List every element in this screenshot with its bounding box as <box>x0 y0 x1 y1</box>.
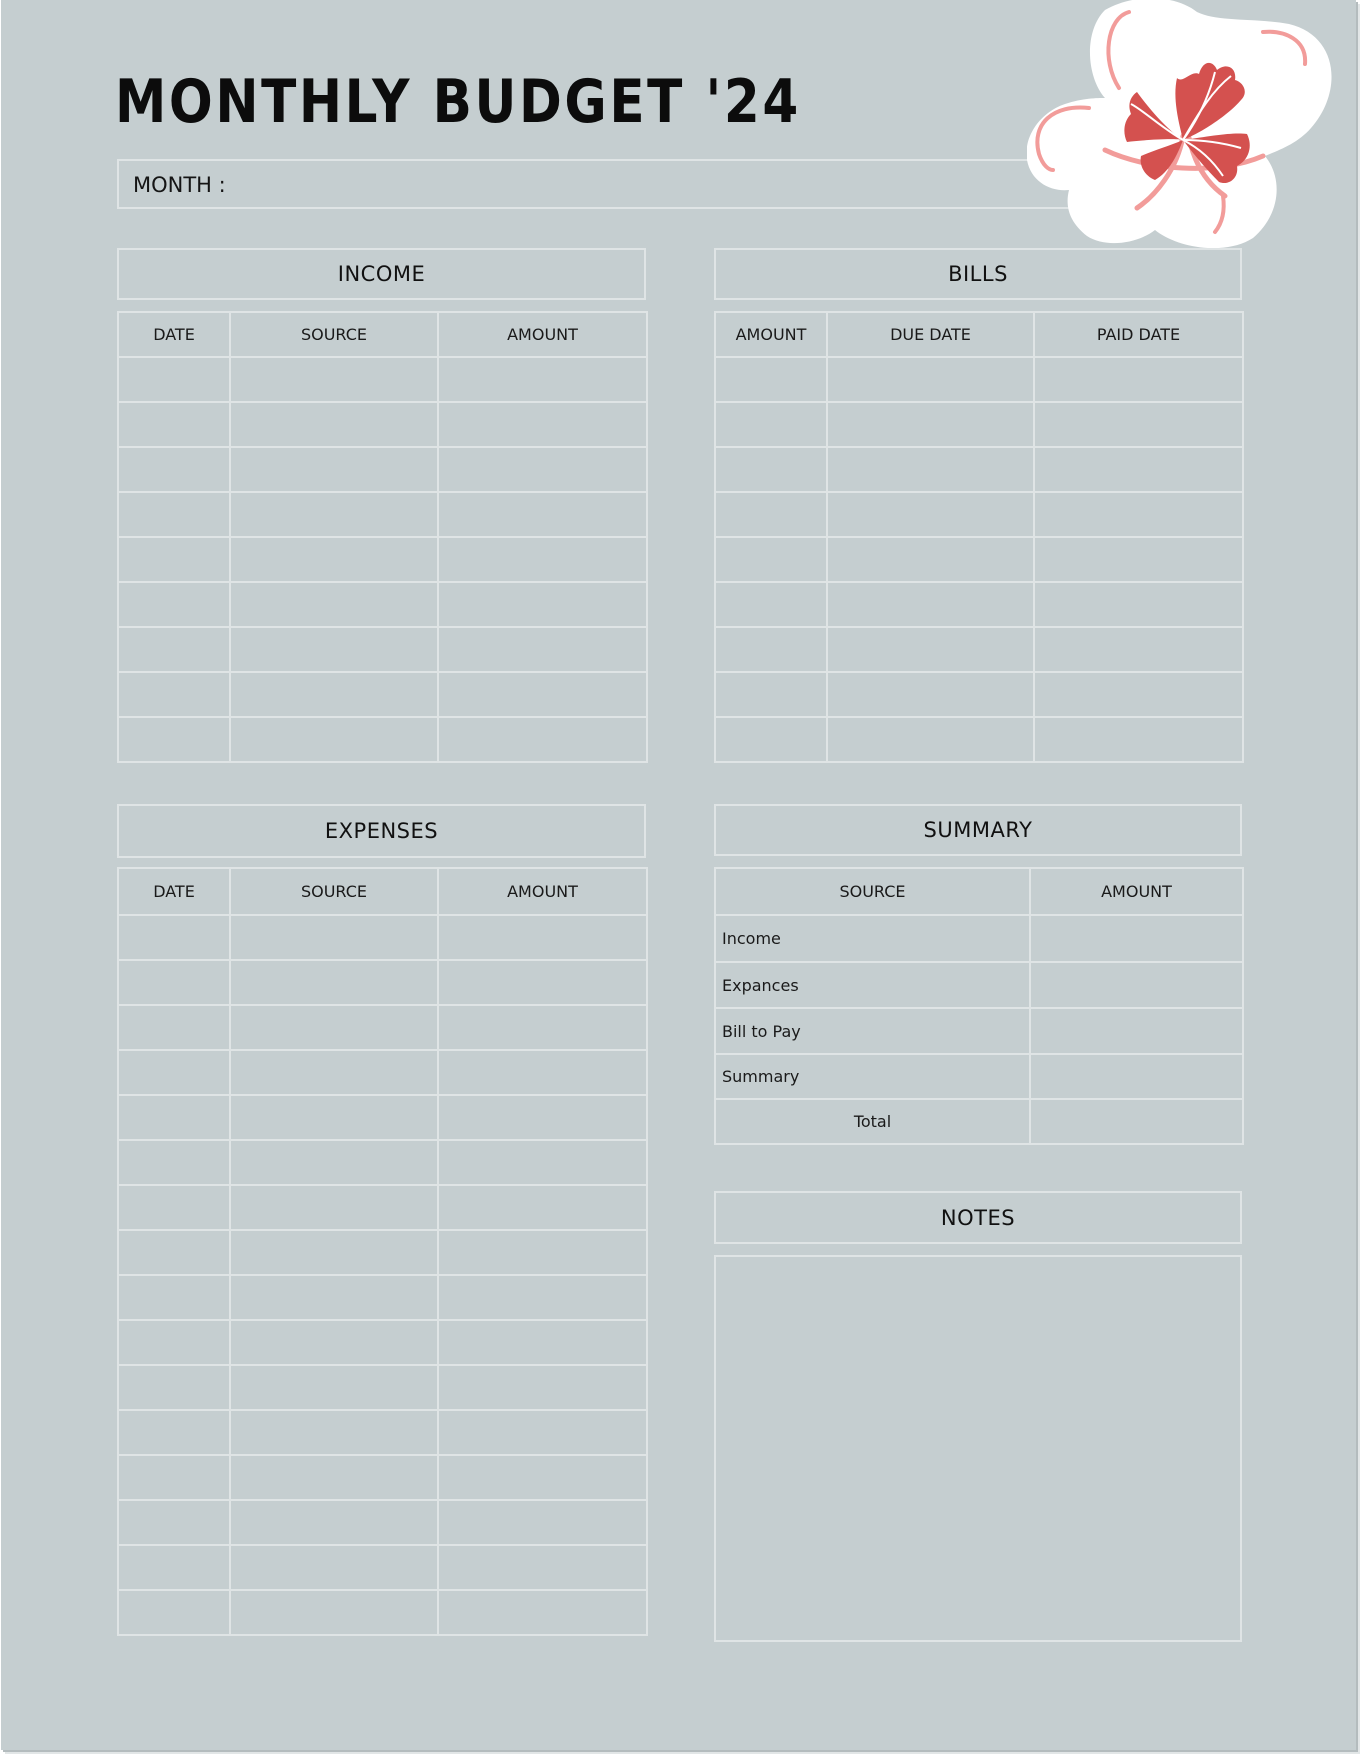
notes-section-title: NOTES <box>714 1191 1242 1244</box>
expenses-table-cell[interactable] <box>230 1185 438 1230</box>
summary-table <box>714 867 1244 1145</box>
expenses-table-cell[interactable] <box>230 1275 438 1320</box>
expenses-table-row <box>118 1095 647 1140</box>
expenses-table-cell[interactable] <box>118 1185 230 1230</box>
flower-illustration <box>1027 0 1357 248</box>
bills-table-cell[interactable] <box>1034 672 1243 717</box>
income-table-cell[interactable] <box>118 447 230 492</box>
bills-table-cell[interactable] <box>1034 447 1243 492</box>
bills-table-row <box>715 627 1243 672</box>
expenses-table-cell[interactable] <box>118 1095 230 1140</box>
page-title: MONTHLY BUDGET '24 <box>115 67 801 137</box>
expenses-table <box>117 867 648 1636</box>
income-table-cell[interactable] <box>118 627 230 672</box>
expenses-table-row <box>118 1365 647 1410</box>
expenses-table-cell[interactable] <box>230 1140 438 1185</box>
income-table-cell[interactable] <box>438 447 647 492</box>
income-table-cell[interactable] <box>438 402 647 447</box>
income-table-cell[interactable] <box>438 537 647 582</box>
expenses-table-row <box>118 1185 647 1230</box>
income-table-cell[interactable] <box>230 717 438 762</box>
expenses-table-cell[interactable] <box>438 1410 647 1455</box>
expenses-table-row <box>118 1500 647 1545</box>
expenses-table-cell[interactable] <box>438 1230 647 1275</box>
notes-area[interactable] <box>714 1255 1242 1642</box>
income-table-row <box>118 402 647 447</box>
expenses-table-cell[interactable] <box>118 1005 230 1050</box>
bills-table-row <box>715 672 1243 717</box>
income-table-row <box>118 582 647 627</box>
income-table-cell[interactable] <box>438 672 647 717</box>
bills-table-cell[interactable] <box>715 717 827 762</box>
summary-total-cell[interactable] <box>1030 1099 1243 1144</box>
income-table-cell[interactable] <box>230 582 438 627</box>
expenses-table-cell[interactable] <box>230 1545 438 1590</box>
income-amount-header: AMOUNT <box>438 312 647 357</box>
bills-table-row <box>715 357 1243 402</box>
income-table-row <box>118 627 647 672</box>
bills-table-row <box>715 402 1243 447</box>
expenses-table-row <box>118 1050 647 1095</box>
income-table-cell[interactable] <box>230 627 438 672</box>
bills-table-cell[interactable] <box>827 402 1034 447</box>
bills-table-cell[interactable] <box>715 357 827 402</box>
income-source-header: SOURCE <box>230 312 438 357</box>
income-table-cell[interactable] <box>230 447 438 492</box>
expenses-table-row <box>118 1140 647 1185</box>
income-table-cell[interactable] <box>230 672 438 717</box>
expenses-table-row <box>118 1590 647 1635</box>
income-table-row <box>118 672 647 717</box>
expenses-table-cell[interactable] <box>438 1320 647 1365</box>
expenses-table-cell[interactable] <box>118 1590 230 1635</box>
month-label: MONTH : <box>133 173 226 197</box>
bills-due-date-header: DUE DATE <box>827 312 1034 357</box>
bills-table-row <box>715 447 1243 492</box>
summary-row-income: Income <box>715 915 1030 962</box>
income-table-cell[interactable] <box>230 402 438 447</box>
expenses-table-cell[interactable] <box>118 915 230 960</box>
expenses-section-title: EXPENSES <box>117 804 646 858</box>
expenses-table-row <box>118 915 647 960</box>
bills-table-cell[interactable] <box>1034 582 1243 627</box>
summary-amount-cell[interactable] <box>1030 1054 1243 1099</box>
income-section-title: INCOME <box>117 248 646 300</box>
income-table-row <box>118 492 647 537</box>
income-table-cell[interactable] <box>438 717 647 762</box>
bills-table-cell[interactable] <box>827 672 1034 717</box>
bills-table-cell[interactable] <box>1034 492 1243 537</box>
summary-row-summary: Summary <box>715 1054 1030 1099</box>
summary-amount-cell[interactable] <box>1030 915 1243 962</box>
expenses-table-cell[interactable] <box>118 1365 230 1410</box>
income-table <box>117 311 648 763</box>
bills-table-cell[interactable] <box>715 447 827 492</box>
summary-amount-header: AMOUNT <box>1030 868 1243 915</box>
expenses-table-row <box>118 1005 647 1050</box>
bills-table-cell[interactable] <box>1034 717 1243 762</box>
bills-table-cell[interactable] <box>1034 627 1243 672</box>
income-date-header: DATE <box>118 312 230 357</box>
bills-paid-date-header: PAID DATE <box>1034 312 1243 357</box>
expenses-table-cell[interactable] <box>230 960 438 1005</box>
bills-amount-header: AMOUNT <box>715 312 827 357</box>
bills-table-row <box>715 582 1243 627</box>
expenses-date-header: DATE <box>118 868 230 915</box>
income-table-cell[interactable] <box>230 537 438 582</box>
bills-table-cell[interactable] <box>715 537 827 582</box>
expenses-source-header: SOURCE <box>230 868 438 915</box>
bills-table-cell[interactable] <box>827 627 1034 672</box>
summary-row-expances: Expances <box>715 962 1030 1008</box>
expenses-table-cell[interactable] <box>438 1455 647 1500</box>
expenses-amount-header: AMOUNT <box>438 868 647 915</box>
expenses-table-cell[interactable] <box>118 1500 230 1545</box>
expenses-table-cell[interactable] <box>118 960 230 1005</box>
expenses-table-cell[interactable] <box>230 1050 438 1095</box>
expenses-table-row <box>118 960 647 1005</box>
expenses-table-cell[interactable] <box>438 1140 647 1185</box>
expenses-table-cell[interactable] <box>438 960 647 1005</box>
expenses-table-cell[interactable] <box>118 1545 230 1590</box>
expenses-table-cell[interactable] <box>438 1590 647 1635</box>
income-table-cell[interactable] <box>230 492 438 537</box>
expenses-table-cell[interactable] <box>118 1320 230 1365</box>
income-table-cell[interactable] <box>118 717 230 762</box>
expenses-table-row <box>118 1455 647 1500</box>
income-table-cell[interactable] <box>118 402 230 447</box>
expenses-table-row <box>118 1230 647 1275</box>
bills-table-cell[interactable] <box>715 582 827 627</box>
expenses-table-cell[interactable] <box>230 1590 438 1635</box>
summary-source-header: SOURCE <box>715 868 1030 915</box>
expenses-table-cell[interactable] <box>230 1320 438 1365</box>
expenses-table-cell[interactable] <box>438 1500 647 1545</box>
expenses-table-cell[interactable] <box>118 1050 230 1095</box>
bills-table-cell[interactable] <box>1034 402 1243 447</box>
income-table-cell[interactable] <box>118 357 230 402</box>
expenses-table-row <box>118 1545 647 1590</box>
expenses-table-cell[interactable] <box>438 1545 647 1590</box>
bills-table-row <box>715 492 1243 537</box>
expenses-table-cell[interactable] <box>118 1275 230 1320</box>
income-table-row <box>118 447 647 492</box>
income-table-row <box>118 717 647 762</box>
expenses-table-cell[interactable] <box>230 1500 438 1545</box>
summary-row-bill-to-pay: Bill to Pay <box>715 1008 1030 1054</box>
expenses-table-cell[interactable] <box>230 1230 438 1275</box>
income-table-cell[interactable] <box>118 492 230 537</box>
budget-page <box>1 0 1356 1750</box>
summary-amount-cell[interactable] <box>1030 962 1243 1008</box>
income-table-cell[interactable] <box>438 492 647 537</box>
income-table-cell[interactable] <box>118 582 230 627</box>
expenses-table-cell[interactable] <box>438 1185 647 1230</box>
expenses-table-cell[interactable] <box>230 1005 438 1050</box>
expenses-table-cell[interactable] <box>118 1140 230 1185</box>
bills-section-title: BILLS <box>714 248 1242 300</box>
bills-table-cell[interactable] <box>715 672 827 717</box>
expenses-table-cell[interactable] <box>230 1455 438 1500</box>
expenses-table-cell[interactable] <box>230 1365 438 1410</box>
bills-table-cell[interactable] <box>1034 357 1243 402</box>
bills-table-cell[interactable] <box>827 717 1034 762</box>
income-table-cell[interactable] <box>438 627 647 672</box>
expenses-table-cell[interactable] <box>438 1005 647 1050</box>
bills-table-cell[interactable] <box>827 357 1034 402</box>
expenses-table-cell[interactable] <box>438 1365 647 1410</box>
expenses-table-cell[interactable] <box>438 1275 647 1320</box>
expenses-table-cell[interactable] <box>118 1455 230 1500</box>
income-table-cell[interactable] <box>118 672 230 717</box>
expenses-table-cell[interactable] <box>438 1095 647 1140</box>
bills-table-cell[interactable] <box>827 492 1034 537</box>
bills-table-row <box>715 717 1243 762</box>
expenses-table-cell[interactable] <box>230 1410 438 1455</box>
bills-table-cell[interactable] <box>1034 537 1243 582</box>
expenses-table-cell[interactable] <box>230 915 438 960</box>
income-table-row <box>118 357 647 402</box>
bills-table <box>714 311 1244 763</box>
bills-table-cell[interactable] <box>715 402 827 447</box>
bills-table-cell[interactable] <box>715 627 827 672</box>
bills-table-cell[interactable] <box>827 537 1034 582</box>
income-table-cell[interactable] <box>230 357 438 402</box>
bills-table-cell[interactable] <box>827 582 1034 627</box>
expenses-table-row <box>118 1275 647 1320</box>
summary-total-label: Total <box>715 1099 1030 1144</box>
bills-table-cell[interactable] <box>715 492 827 537</box>
expenses-table-row <box>118 1320 647 1365</box>
expenses-table-cell[interactable] <box>230 1095 438 1140</box>
income-table-cell[interactable] <box>438 357 647 402</box>
summary-section-title: SUMMARY <box>714 804 1242 856</box>
expenses-table-cell[interactable] <box>438 915 647 960</box>
income-table-row <box>118 537 647 582</box>
bills-table-row <box>715 537 1243 582</box>
income-table-cell[interactable] <box>438 582 647 627</box>
expenses-table-cell[interactable] <box>118 1410 230 1455</box>
expenses-table-row <box>118 1410 647 1455</box>
expenses-table-cell[interactable] <box>438 1050 647 1095</box>
bills-table-cell[interactable] <box>827 447 1034 492</box>
summary-amount-cell[interactable] <box>1030 1008 1243 1054</box>
expenses-table-cell[interactable] <box>118 1230 230 1275</box>
income-table-cell[interactable] <box>118 537 230 582</box>
